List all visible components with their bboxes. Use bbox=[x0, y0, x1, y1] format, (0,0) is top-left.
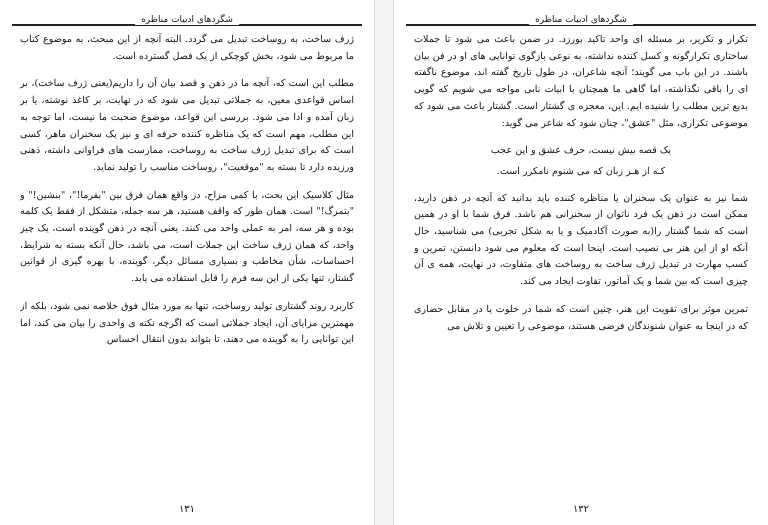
left-page bbox=[0, 0, 374, 525]
paragraph: کاربرد روند گشتاری تولید روساخت، تنها به مورد مثال فوق خلاصه نمی شود، بلکه از مهمترین مزایای آن، ایجاد جملاتی است که اگرچه نکته ی واحدی را بیان می کند، اما این توانایی را به گوینده می دهند، تا بتواند بدون انتقال احساس bbox=[20, 300, 354, 346]
page-body bbox=[20, 32, 354, 495]
verse-line: کـه از هـر زبان که می شنوم نامکرر است. bbox=[496, 165, 666, 177]
paragraph: تمرین موثر برای تقویت این هنر، چنین است که شما در خلوت یا در مقابل حضاری که در اینجا به عنوان شنوندگان فرضی هستند، موضوعی را تعیین و تلاش می bbox=[414, 303, 748, 332]
page-number: ۱۳۱ bbox=[178, 504, 196, 515]
header-title: شگردهای ادبیات مناظره bbox=[529, 15, 633, 25]
paragraph: مثال کلاسیک این بحث، با کمی مزاح، در واقع همان فرق بین "بفرما!"، "بنشین!" و "بتمرگ!" است. همان طور که واقف هستید، هر سه جمله، متشکل از فقط یک کلمه بوده و هر سه، امر به عملی واحد می کنند. یعنی آنچه در ذهن گوینده است، یک چیز واحد، که همان ژرف ساخت این جملات است، می باشد، حال آنکه بسته به شرایط، احساسات، شأن مخاطب و بسیاری مسائل دیگر، گوینده، با بهره گیری از قوانین گشتار، تنها یکی از این سه فرم را قابل استفاده می یابد. bbox=[20, 189, 354, 285]
book-gutter bbox=[374, 0, 394, 525]
page-header bbox=[12, 8, 362, 26]
paragraph: تکرار و تکریر، بر مسئله ای واحد تاکید بورزد. در ضمن باعث می شود تا جملات ساختاری تکرارگونه و کسل کننده نداشته، به نوعی بازگوی توانایی های او در فن بیان باشند. در این باب می گویند؛ آنچه شاعران، در طول تاریخ گفته اند، موضوع ناگفته ای را باقی نگذاشته، اما گاهی ما همچنان با ابیات نابی مواجه می شویم که گویی بدیع ترین مطلب را شنیده ایم. این، معجزه ی گشتار است. گشتار باعث می شود که موضوعی تکراری، مثل "عشق"، چنان شود که شاعر می گوید: bbox=[414, 34, 748, 129]
right-page bbox=[394, 0, 768, 525]
paragraph: مطلب این است که، آنچه ما در ذهن و قصد بیان آن را داریم(یعنی ژرف ساخت)، بر اساس قواعدی معین، به جملاتی تبدیل می شود که در نهایت، بر کاغذ نوشته، یا بر زبان آمده و ادا می شود. بررسی این قواعد، موضوع صحبت ما نیست، اما توجه به این مطلب، مهم است که یک مناظره کننده حرفه ای و نیز یک سخنران ماهر، کسی است که برای تبدیل ژرف ساخت به روساخت، ممارست های فراوانی داشته، ذهنی ورزیده دارد تا بسته به "موقعیت"، روساخت مناسب را تولید نماید. bbox=[20, 78, 354, 173]
header-title: شگردهای ادبیات مناظره bbox=[135, 15, 239, 25]
paragraph: شما نیز به عنوان یک سخنران یا مناظره کننده باید بدانید که آنچه در ذهن دارید، ممکن است در ذهن یک فرد ناتوان از سخنرانی هم باشد. فرق شما با او در همین است که شما گشتار را(به صورت آکادمیک و یا به شکل تجربی) می شناسید، حال آنکه او از این هنر بی نصیب است. اینجا است که معلوم می شود دانستن، تمرین و کسب مهارت در تبدیل ژرف ساخت به روساخت های متفاوت، در نهایت، همه ی آن چیزی است که بین شما و یک آماتور، تفاوت ایجاد می کند. bbox=[414, 192, 748, 288]
page-header bbox=[406, 8, 756, 26]
verse-line: یک قصه بیش نیست، حرف عشق و این عجب bbox=[490, 145, 672, 157]
poem-verse bbox=[414, 143, 748, 180]
page-number: ۱۳۲ bbox=[572, 504, 590, 515]
page-body bbox=[414, 32, 748, 495]
paragraph: ژرف ساخت، به روساخت تبدیل می گردد. البته آنچه از این مبحث، به موضوع کتاب ما مربوط می شود، بخش کوچکی از یک فصل گسترده است. bbox=[20, 34, 354, 62]
